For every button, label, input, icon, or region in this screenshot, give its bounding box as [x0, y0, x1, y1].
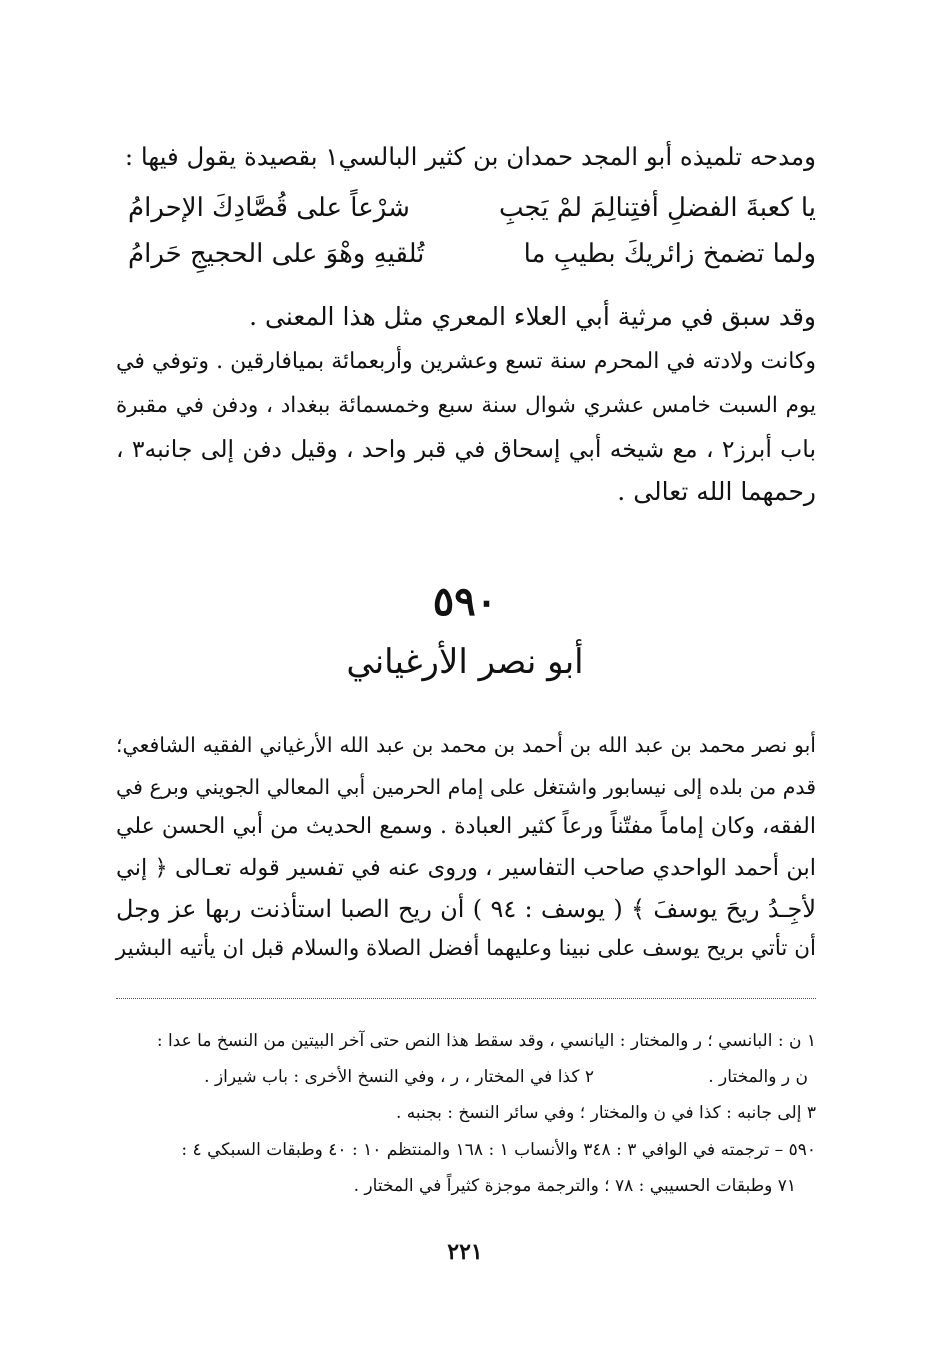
poem-verse-2	[116, 236, 816, 272]
body-top-line-1: وقد سبق في مرثية أبي العلاء المعري مثل هذا المعنى .	[249, 302, 816, 331]
footnote-row-2	[116, 1064, 816, 1090]
body-top-line-2: وكانت ولادته في المحرم سنة تسع وعشرين وأربعمائة بميافارقين . وتوفي في	[116, 349, 816, 374]
body-top-line-5: رحمهما الله تعالى .	[617, 477, 816, 506]
body-top-line-3: يوم السبت خامس عشري شوال سنة سبع وخمسمائة ببغداد ، ودفن في مقبرة	[116, 393, 816, 418]
footnote-1-continuation: ن ر والمختار .	[708, 1067, 808, 1087]
footnote-590-continuation: ٧١ وطبقات الحسيبي : ٧٨ ؛ والترجمة موجزة كثيراً في المختار .	[353, 1176, 796, 1196]
entry-body-line-2: قدم من بلده إلى نيسابور واشتغل على إمام الحرمين أبي المعالي الجويني وبرع في	[116, 775, 816, 799]
body-top-line-4: باب أبرز٢ ، مع شيخه أبي إسحاق في قبر واحد ، وقيل دفن إلى جانبه٣ ،	[116, 435, 816, 463]
entry-title: أبو نصر الأرغياني	[346, 642, 584, 682]
footnote-2: ٢ كذا في المختار ، ر ، وفي النسخ الأخرى : باب شيراز .	[204, 1067, 594, 1087]
footnote-590: ٥٩٠ – ترجمته في الوافي ٣ : ٣٤٨ والأنساب ١ : ١٦٨ والمنتظم ١٠ : ٤٠ وطبقات السبكي ٤ :	[181, 1140, 816, 1160]
poem-verse-1-first-hemistich: يا كعبةَ الفضلِ أفتِنالِمَ لمْ يَجبِ	[499, 193, 816, 223]
poem-verse-1	[116, 190, 816, 226]
entry-body-line-3: الفقه، وكان إماماً مفتّناً ورعاً كثير العبادة . وسمع الحديث من أبي الحسن علي	[116, 814, 816, 839]
poem-verse-1-second-hemistich: شرْعاً على قُصَّادِكَ الإحرامُ	[128, 193, 410, 223]
entry-number: ٥٩٠	[432, 578, 498, 625]
footnote-3: ٣ إلى جانبه : كذا في ن والمختار ؛ وفي سائر النسخ : بجنبه .	[395, 1103, 816, 1123]
poem-verse-2-first-hemistich: ولما تضمخ زائريكَ بطيبِ ما	[523, 239, 816, 269]
entry-body-line-5: لأجِـدُ ريحَ يوسفَ ﴾ ( يوسف : ٩٤ ) أن ريح الصبا استأذنت ربها عز وجل	[116, 895, 817, 923]
footnote-1: ١ ن : البانسي ؛ ر والمختار : اليانسي ، وقد سقط هذا النص حتى آخر البيتين من النسخ ما عدا :	[156, 1031, 816, 1051]
entry-body-line-4: ابن أحمد الواحدي صاحب التفاسير ، وروى عنه في تفسير قوله تعـالى ﴿ إني	[116, 855, 816, 881]
page-number: ٢٢١	[447, 1239, 483, 1265]
entry-body-line-6: أن تأتي بريح يوسف على نبينا وعليهما أفضل الصلاة والسلام قبل ان يأتيه البشير	[115, 936, 816, 961]
poem-verse-2-second-hemistich: تُلقيهِ وهْوَ على الحجيجِ حَرامُ	[128, 239, 425, 269]
entry-body-line-1: أبو نصر محمد بن عبد الله بن أحمد بن محمد بن عبد الله الأرغياني الفقيه الشافعي؛	[116, 733, 816, 757]
footnote-separator	[116, 998, 816, 999]
intro-line: ومدحه تلميذه أبو المجد حمدان بن كثير البالسي١ بقصيدة يقول فيها :	[124, 142, 816, 171]
